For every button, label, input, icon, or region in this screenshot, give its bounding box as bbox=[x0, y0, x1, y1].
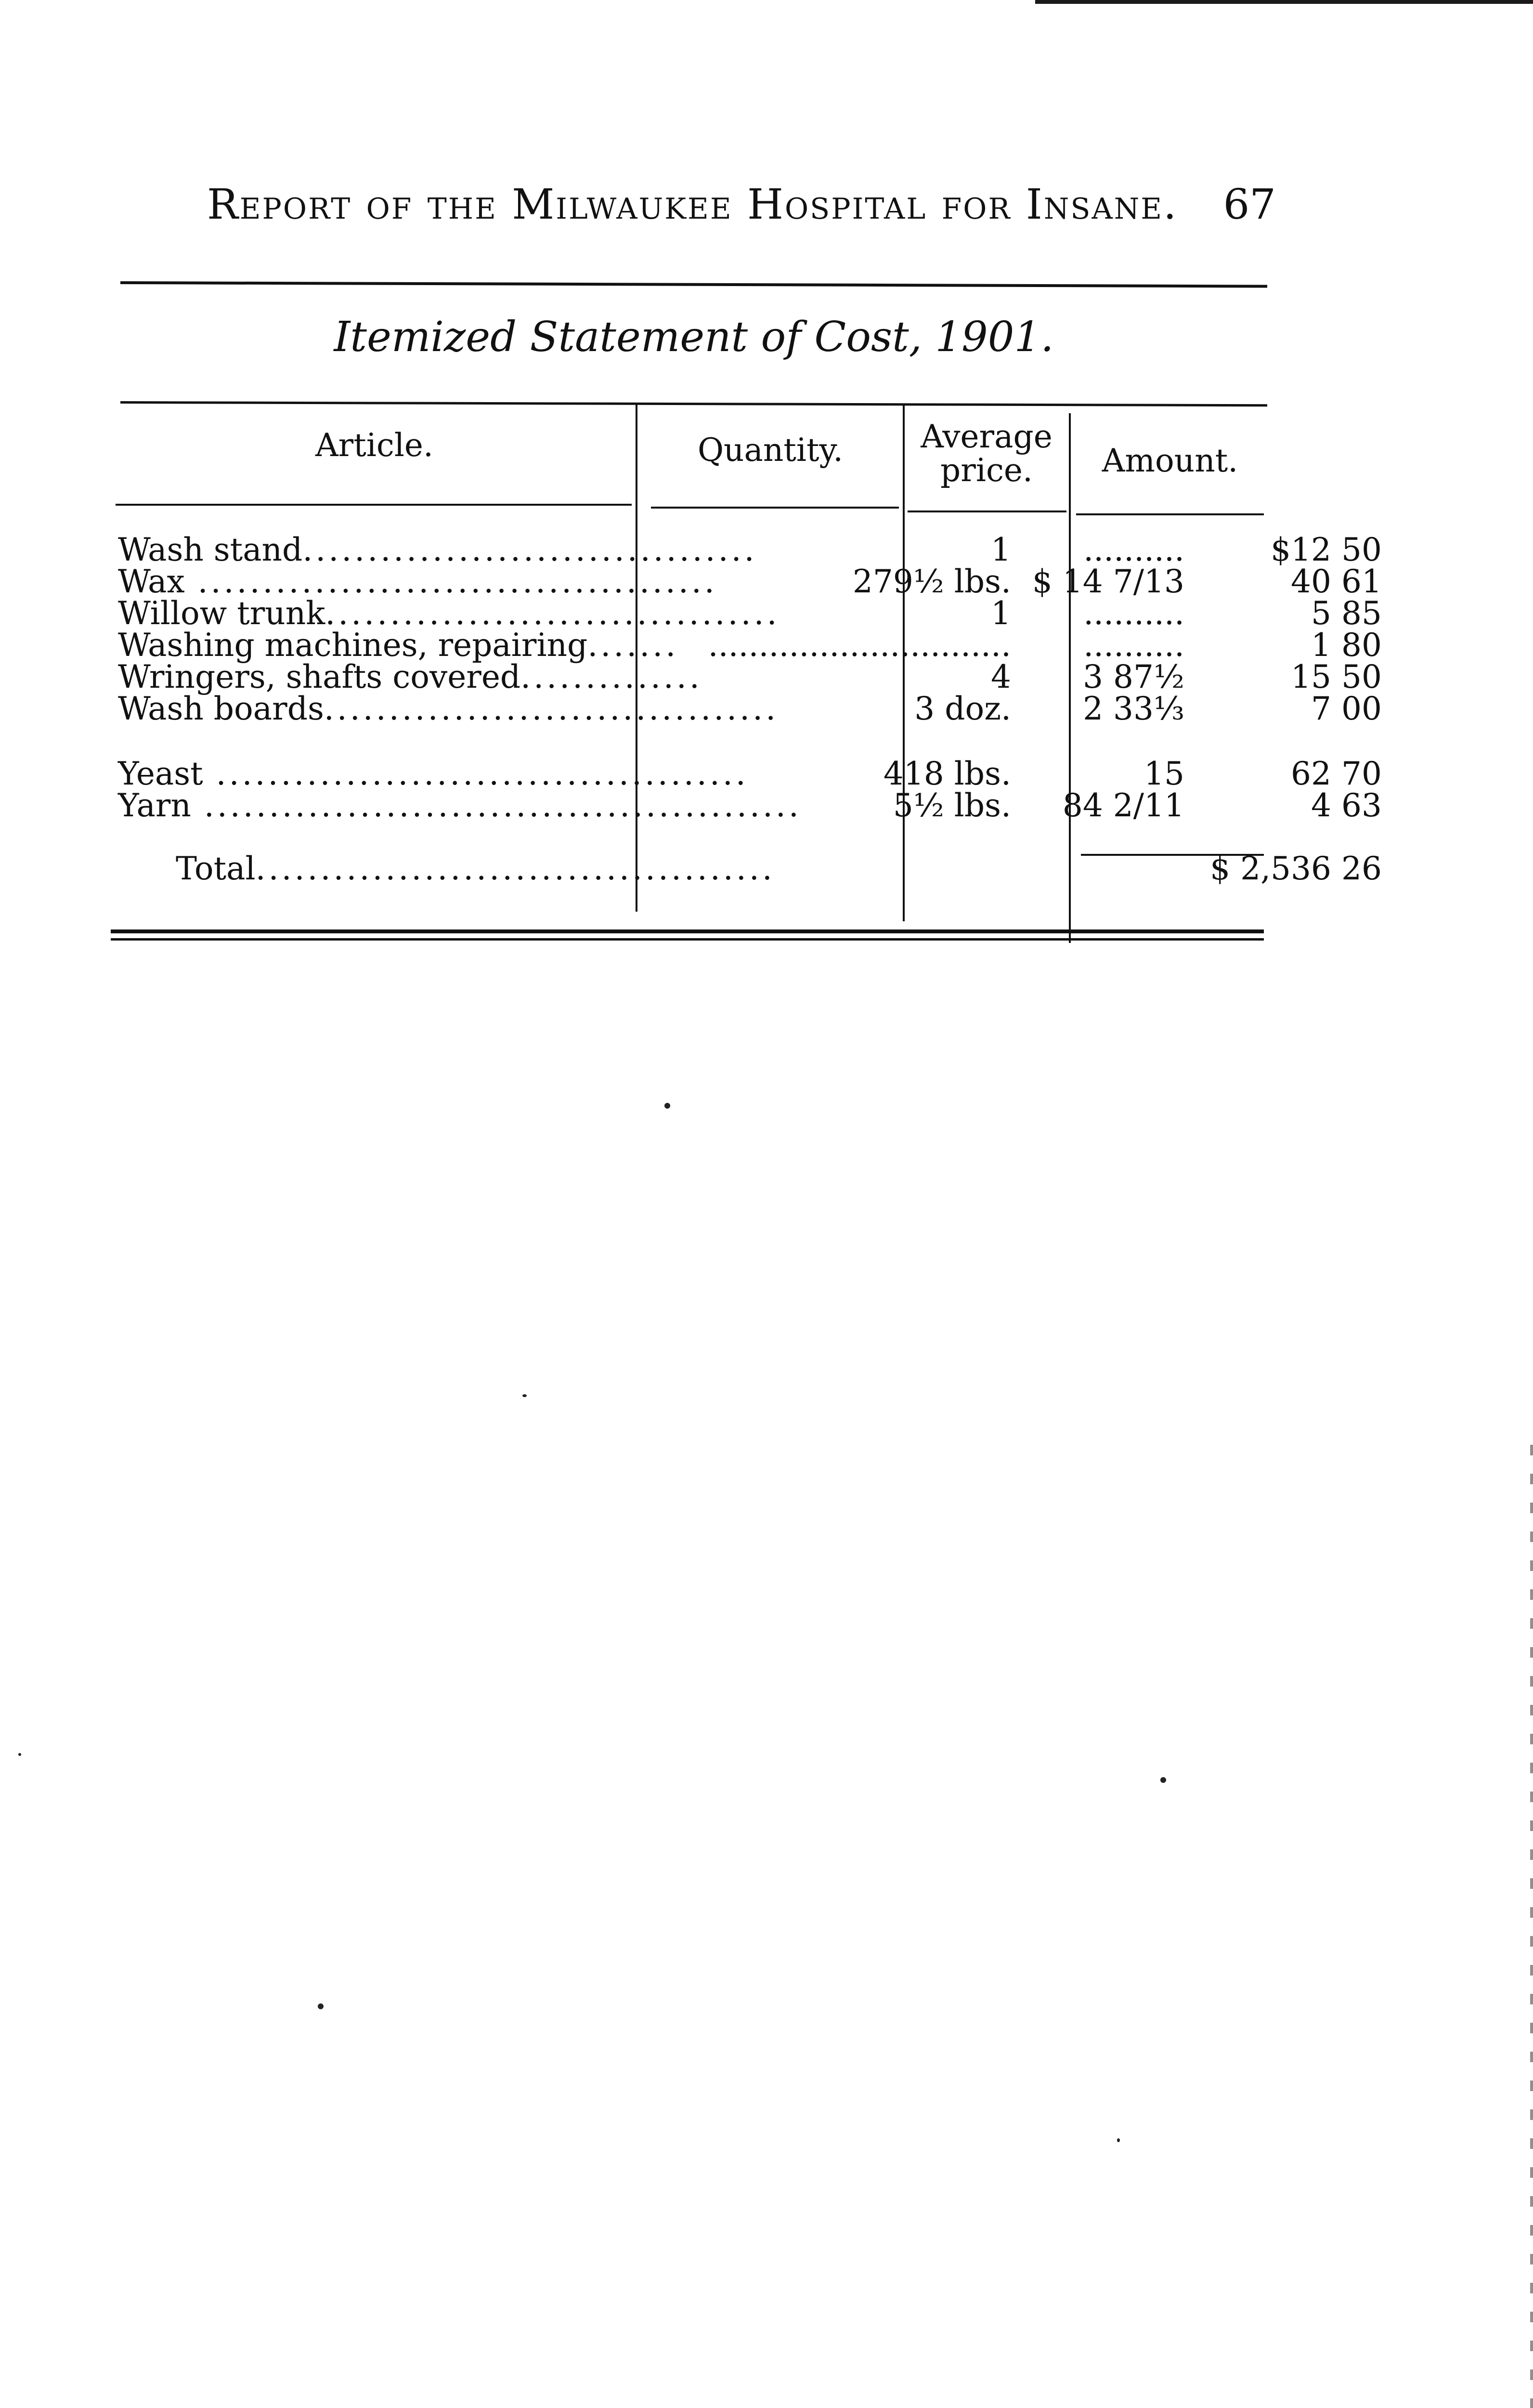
row-article: Wash stand bbox=[118, 531, 303, 568]
row-article: Wash boards bbox=[118, 690, 324, 727]
leader-dots: ................................... bbox=[325, 595, 780, 632]
leader-dots: .............. bbox=[520, 658, 702, 695]
leader-dots: ........................................ bbox=[255, 850, 775, 887]
table-row bbox=[116, 563, 1382, 600]
header-rule-article bbox=[116, 504, 632, 506]
row-price: $ 14 7/13 bbox=[1032, 563, 1184, 600]
row-amount: 1 80 bbox=[1311, 627, 1382, 664]
row-price: .......... bbox=[1083, 627, 1184, 664]
row-price: .......... bbox=[1083, 595, 1184, 632]
row-quantity: 4 bbox=[991, 658, 1011, 695]
cost-table bbox=[116, 404, 1382, 948]
table-row bbox=[116, 755, 1382, 792]
row-article: Wax bbox=[118, 563, 185, 600]
header-rule-quantity bbox=[651, 507, 899, 509]
row-price: 84 2/11 bbox=[1062, 787, 1184, 824]
row-article: Yarn bbox=[118, 787, 191, 824]
row-amount: $12 50 bbox=[1271, 531, 1382, 568]
row-price: 2 33⅓ bbox=[1083, 690, 1184, 727]
header-rule-price bbox=[908, 510, 1066, 512]
leader-dots: ................................... bbox=[324, 690, 779, 727]
scan-speck bbox=[664, 1103, 670, 1109]
row-article: Wringers, shafts covered bbox=[118, 658, 521, 695]
row-price: 15 bbox=[1144, 755, 1184, 792]
row-quantity: .............................. bbox=[708, 627, 1011, 664]
scan-speck bbox=[522, 1394, 527, 1397]
table-row bbox=[116, 531, 1382, 568]
header-quantity: Quantity. bbox=[697, 432, 844, 469]
leader-dots: ......................................... bbox=[203, 755, 749, 792]
total-amount: $ 2,536 26 bbox=[1210, 850, 1382, 887]
header-rule bbox=[120, 281, 1267, 288]
row-amount: 5 85 bbox=[1311, 595, 1382, 632]
total-row bbox=[116, 850, 1382, 887]
header-rule-amount bbox=[1076, 513, 1264, 515]
scan-edge-right bbox=[1530, 1445, 1533, 2408]
row-price: 3 87½ bbox=[1083, 658, 1184, 695]
row-quantity: 3 doz. bbox=[914, 690, 1011, 727]
row-amount: 62 70 bbox=[1291, 755, 1382, 792]
header-average-price-line1: Average bbox=[921, 418, 1052, 455]
table-row bbox=[116, 658, 1382, 695]
header-average-price-line2: price. bbox=[940, 452, 1033, 489]
section-title: Itemized Statement of Cost, 1901. bbox=[334, 313, 1054, 361]
leader-dots: ....... bbox=[587, 627, 679, 664]
row-amount: 7 00 bbox=[1311, 690, 1382, 727]
total-label: Total bbox=[176, 850, 256, 887]
header-article: Article. bbox=[315, 427, 433, 464]
row-amount: 40 61 bbox=[1291, 563, 1382, 600]
row-amount: 4 63 bbox=[1311, 787, 1382, 824]
leader-dots: .............................................. bbox=[191, 787, 802, 824]
row-article: Willow trunk bbox=[118, 595, 325, 632]
row-quantity: 279½ lbs. bbox=[852, 563, 1011, 600]
row-quantity: 1 bbox=[991, 531, 1011, 568]
row-quantity: 418 lbs. bbox=[883, 755, 1011, 792]
page-number: 67 bbox=[1223, 181, 1276, 229]
table-row bbox=[116, 627, 1382, 664]
scan-speck bbox=[1160, 1777, 1166, 1783]
running-title: Report of the Milwaukee Hospital for Insane. bbox=[207, 181, 1178, 229]
table-bottom-rule-thin bbox=[111, 938, 1264, 941]
scan-speck bbox=[18, 1753, 21, 1756]
scan-speck bbox=[1117, 2138, 1120, 2142]
row-article: Washing machines, repairing bbox=[118, 627, 588, 664]
header-amount: Amount. bbox=[1102, 442, 1238, 479]
table-row bbox=[116, 787, 1382, 824]
row-quantity: 5½ lbs. bbox=[893, 787, 1011, 824]
leader-dots: ........................................ bbox=[184, 563, 717, 600]
table-row bbox=[116, 690, 1382, 727]
table-bottom-rule bbox=[111, 929, 1264, 933]
running-header bbox=[207, 181, 1276, 243]
scan-edge-top bbox=[1035, 0, 1533, 4]
row-amount: 15 50 bbox=[1291, 658, 1382, 695]
scan-speck bbox=[318, 2003, 324, 2009]
table-row bbox=[116, 595, 1382, 632]
row-price: .......... bbox=[1083, 531, 1184, 568]
row-article: Yeast bbox=[118, 755, 203, 792]
leader-dots: ................................... bbox=[302, 531, 757, 568]
row-quantity: 1 bbox=[991, 595, 1011, 632]
